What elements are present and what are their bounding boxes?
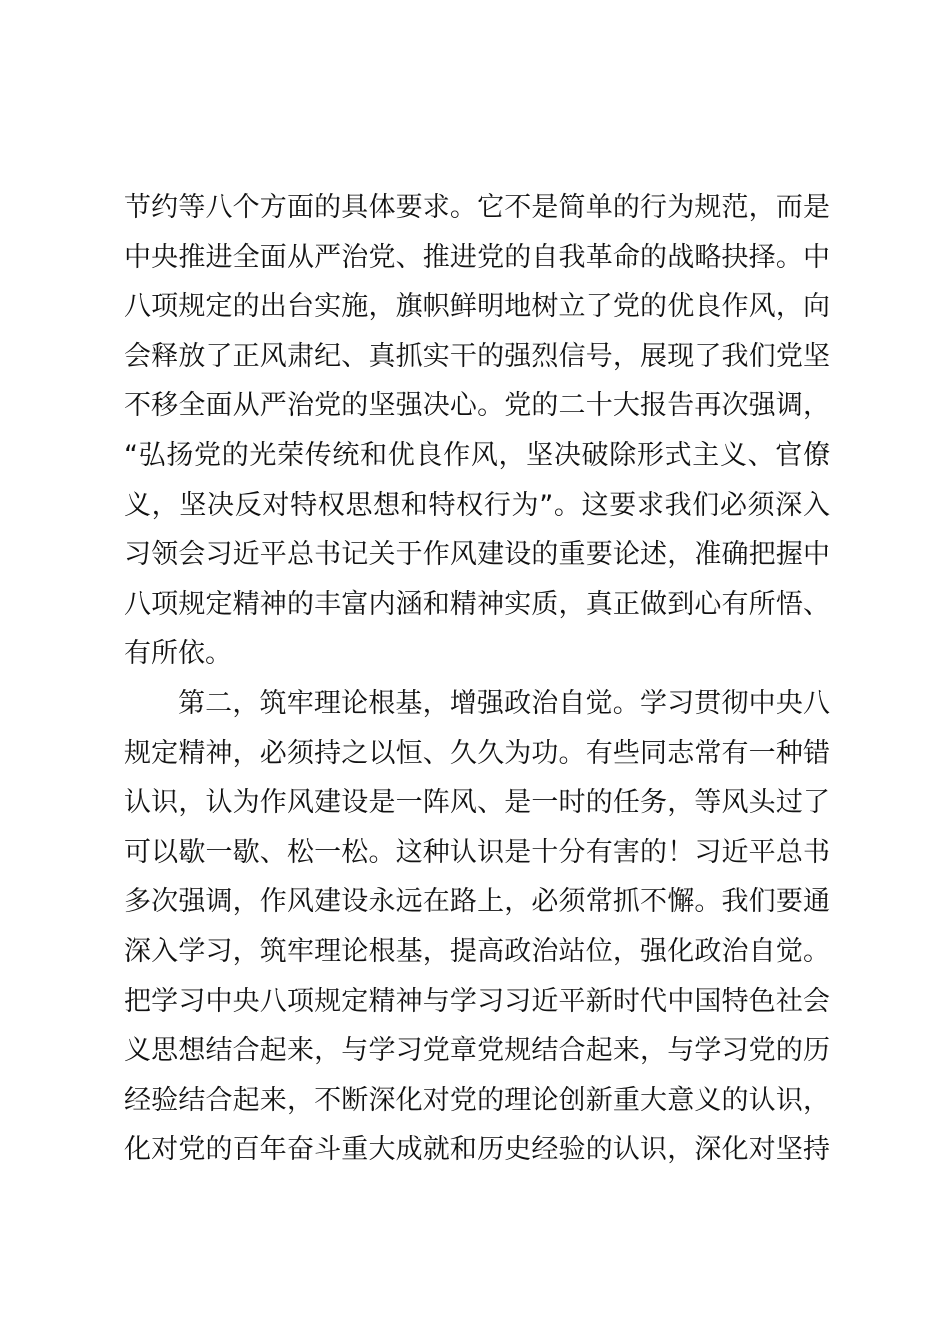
- text-line-10: 有所依。: [124, 638, 232, 670]
- text-line-9: 八项规定精神的丰富内涵和精神实质，真正做到心有所悟、: [124, 588, 830, 620]
- text-line-18: 义思想结合起来，与学习党章党规结合起来，与学习党的历: [124, 1035, 830, 1067]
- text-line-6: “弘扬党的光荣传统和优良作风，坚决破除形式主义、官僚: [124, 439, 830, 471]
- text-line-5: 不移全面从严治党的坚强决心。党的二十大报告再次强调，: [124, 390, 830, 422]
- text-line-12: 规定精神，必须持之以恒、久久为功。有些同志常有一种错: [124, 737, 830, 769]
- text-line-3: 八项规定的出台实施，旗帜鲜明地树立了党的优良作风，向: [124, 291, 830, 323]
- text-line-16: 深入学习，筑牢理论根基，提高政治站位，强化政治自觉。: [124, 935, 830, 967]
- text-line-17: 把学习中央八项规定精神与学习习近平新时代中国特色社会: [124, 985, 830, 1017]
- text-line-2: 中央推进全面从严治党、推进党的自我革命的战略抉择。中: [124, 241, 830, 273]
- text-line-13: 认识，认为作风建设是一阵风、是一时的任务，等风头过了: [124, 787, 830, 819]
- text-line-19: 经验结合起来，不断深化对党的理论创新重大意义的认识，: [124, 1084, 830, 1116]
- body-text: [124, 183, 830, 1175]
- text-line-7: 义，坚决反对特权思想和特权行为”。这要求我们必须深入: [124, 489, 830, 521]
- text-line-11: 第二，筑牢理论根基，增强政治自觉。学习贯彻中央八: [178, 687, 830, 719]
- text-line-1: 节约等八个方面的具体要求。它不是简单的行为规范，而是: [124, 192, 830, 223]
- text-line-14: 可以歇一歇、松一松。这种认识是十分有害的！习近平总书: [124, 836, 830, 868]
- text-line-20: 化对党的百年奋斗重大成就和历史经验的认识，深化对坚持: [124, 1134, 830, 1166]
- text-line-15: 多次强调，作风建设永远在路上，必须常抓不懈。我们要通: [124, 886, 830, 918]
- text-line-4: 会释放了正风肃纪、真抓实干的强烈信号，展现了我们党坚: [124, 340, 830, 372]
- text-line-8: 习领会习近平总书记关于作风建设的重要论述，准确把握中: [124, 539, 830, 571]
